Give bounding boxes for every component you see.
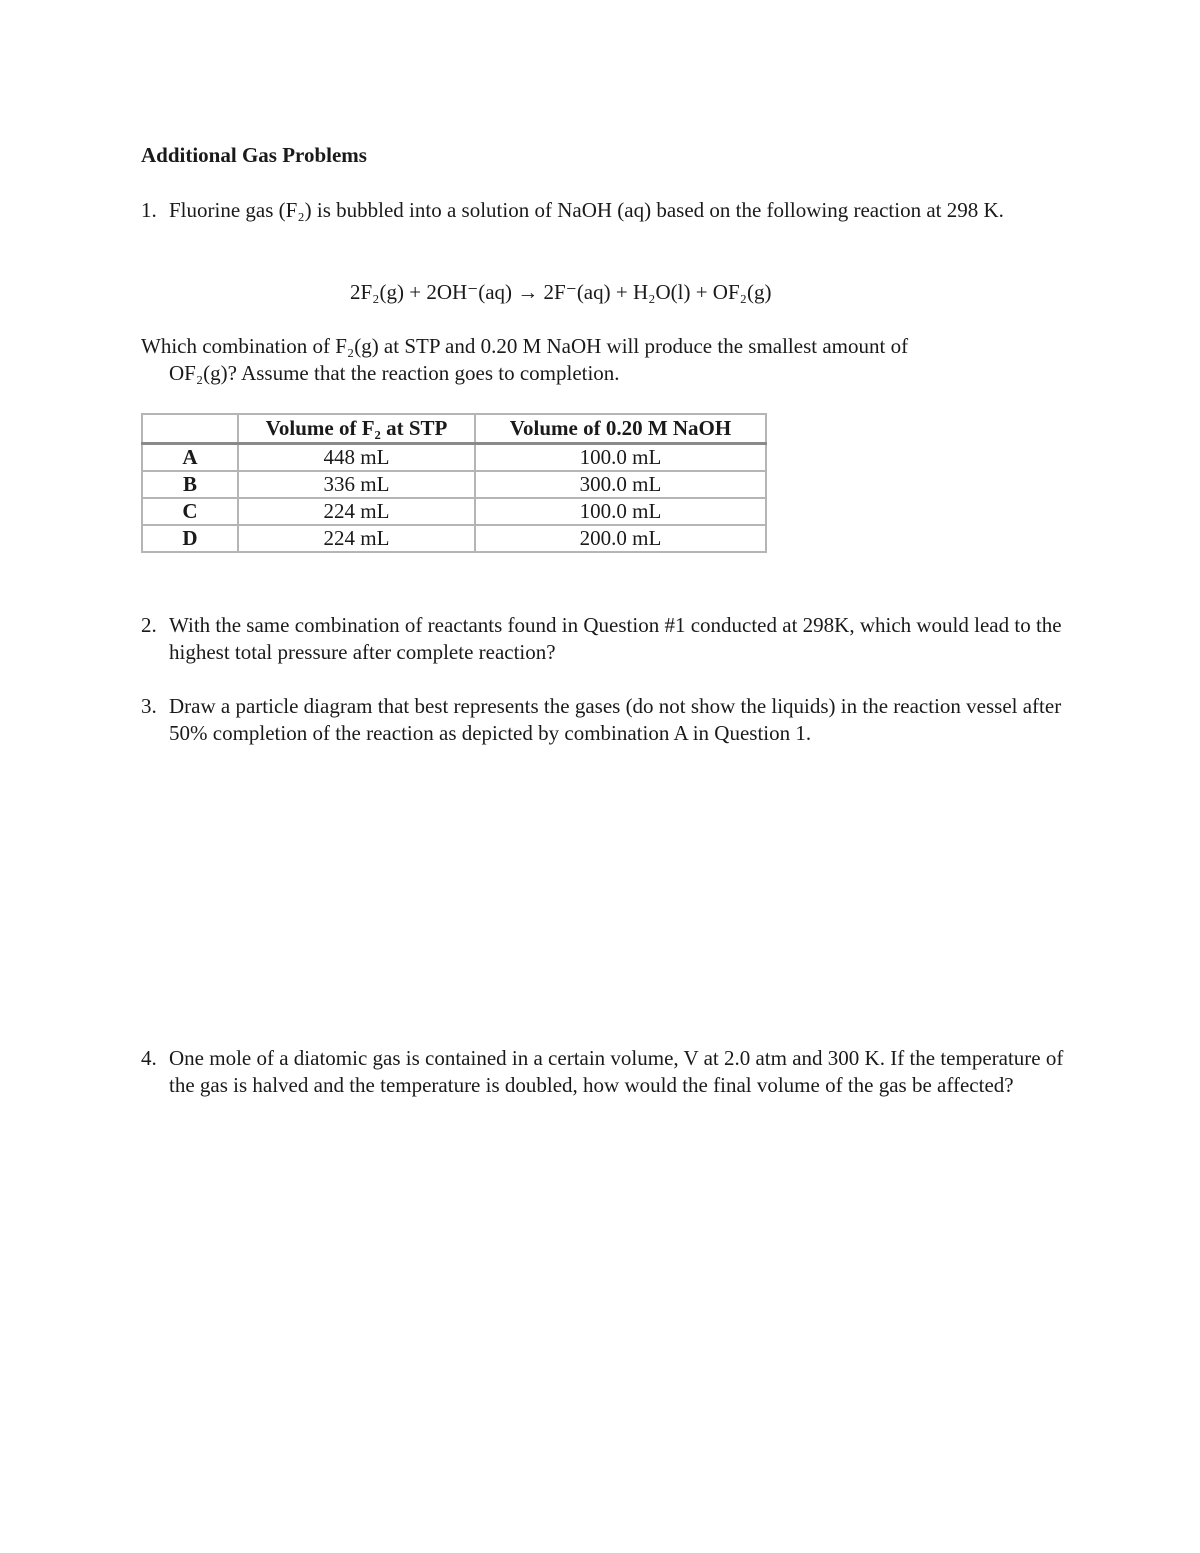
question-text: One mole of a diatomic gas is contained in a certain volume, V at 2.0 atm and 300 K. If the temperature of the gas is halved and the temperature is doubled, how would the final volume of the gas be affected? <box>169 1046 1064 1097</box>
prompt-line-2: OF₂(g)? Assume that the reaction goes to completion. <box>169 361 620 385</box>
naoh-volume-cell: 300.0 mL <box>475 471 766 498</box>
f2-volume-cell: 448 mL <box>238 444 475 472</box>
question-number: 2. <box>141 613 157 637</box>
table-header-naoh: Volume of 0.20 M NaOH <box>475 414 766 444</box>
question-1 <box>141 197 1071 224</box>
table-header-f2: Volume of F₂ at STP <box>238 414 475 444</box>
question-2 <box>141 612 1071 666</box>
naoh-volume-cell: 100.0 mL <box>475 444 766 472</box>
row-label: B <box>142 471 238 498</box>
reaction-equation: 2F₂(g) + 2OH⁻(aq) → 2F⁻(aq) + H₂O(l) + OF₂(g) <box>350 280 772 304</box>
naoh-volume-cell: 100.0 mL <box>475 498 766 525</box>
row-label: A <box>142 444 238 472</box>
f2-volume-cell: 224 mL <box>238 498 475 525</box>
table-header-row <box>142 414 766 444</box>
row-label: D <box>142 525 238 552</box>
table-row <box>142 471 766 498</box>
naoh-volume-cell: 200.0 mL <box>475 525 766 552</box>
f2-volume-cell: 336 mL <box>238 471 475 498</box>
question-4 <box>141 1045 1071 1099</box>
prompt-line-1: Which combination of F₂(g) at STP and 0.20 M NaOH will produce the smallest amount of <box>141 334 909 358</box>
question-number: 4. <box>141 1046 157 1070</box>
table-header-corner <box>142 414 238 444</box>
question-number: 1. <box>141 198 157 222</box>
question-text: With the same combination of reactants found in Question #1 conducted at 298K, which would lead to the highest total pressure after complete reaction? <box>169 613 1062 664</box>
f2-volume-cell: 224 mL <box>238 525 475 552</box>
question-number: 3. <box>141 694 157 718</box>
row-label: C <box>142 498 238 525</box>
page-title: Additional Gas Problems <box>141 143 367 167</box>
table-row <box>142 498 766 525</box>
reactant-combination-table <box>141 413 767 553</box>
table-row <box>142 444 766 472</box>
question-3 <box>141 693 1071 747</box>
table-row <box>142 525 766 552</box>
question-1-prompt <box>141 333 1041 387</box>
question-text: Fluorine gas (F₂) is bubbled into a solution of NaOH (aq) based on the following reaction at 298 K. <box>169 198 1004 222</box>
question-text: Draw a particle diagram that best represents the gases (do not show the liquids) in the reaction vessel after 50% completion of the reaction as depicted by combination A in Question 1. <box>169 694 1062 745</box>
